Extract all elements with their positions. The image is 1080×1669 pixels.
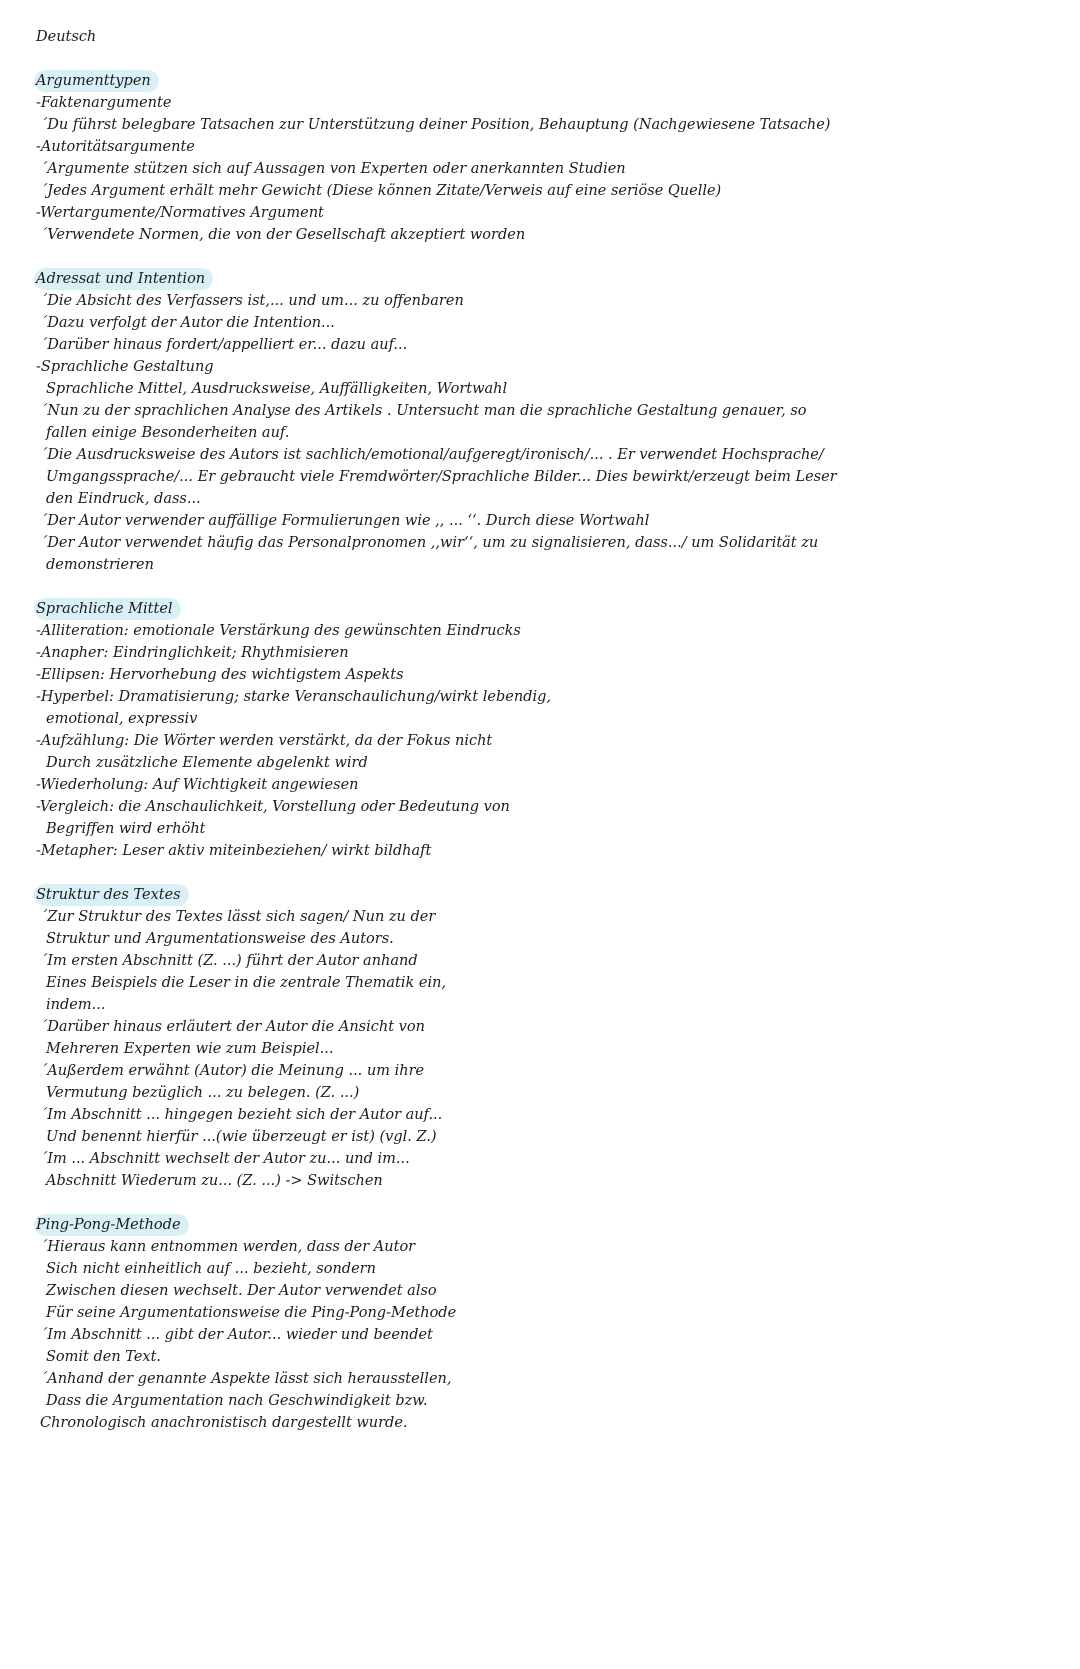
text-line: Chronologisch anachronistisch dargestellt wurde. (40, 1415, 408, 1431)
section-adressat-und-intention (36, 268, 1046, 576)
text-line: Eines Beispiels die Leser in die zentrale Thematik ein, (46, 975, 447, 991)
text-line: Sich nicht einheitlich auf ... bezieht, sondern (46, 1261, 376, 1277)
text-line: -Metapher: Leser aktiv miteinbeziehen/ wirkt bildhaft (36, 843, 432, 859)
text-line: ´Außerdem erwähnt (Autor) die Meinung ... um ihre (40, 1063, 425, 1079)
text-line: ´Darüber hinaus erläutert der Autor die Ansicht von (40, 1019, 425, 1035)
text-line: -Ellipsen: Hervorhebung des wichtigstem Aspekts (36, 667, 404, 683)
text-line: Sprachliche Mittel, Ausdrucksweise, Auffälligkeiten, Wortwahl (46, 381, 508, 397)
text-line: -Alliteration: emotionale Verstärkung des gewünschten Eindrucks (36, 623, 521, 639)
text-line: Durch zusätzliche Elemente abgelenkt wird (46, 755, 368, 771)
text-line: Mehreren Experten wie zum Beispiel... (46, 1041, 334, 1057)
text-line: -Wertargumente/Normatives Argument (36, 205, 324, 221)
text-line: ´Im ... Abschnitt wechselt der Autor zu... und im... (40, 1151, 410, 1167)
text-line: ´Im ersten Abschnitt (Z. ...) führt der Autor anhand (40, 953, 418, 969)
text-line: -Aufzählung: Die Wörter werden verstärkt, da der Fokus nicht (36, 733, 493, 749)
text-line: ´Die Absicht des Verfassers ist,... und um... zu offenbaren (40, 293, 464, 309)
text-line: Dass die Argumentation nach Geschwindigkeit bzw. (46, 1393, 428, 1409)
text-line: ´Darüber hinaus fordert/appelliert er... dazu auf... (40, 337, 408, 353)
text-line: -Wiederholung: Auf Wichtigkeit angewiesen (36, 777, 359, 793)
text-line: -Hyperbel: Dramatisierung; starke Veranschaulichung/wirkt lebendig, (36, 689, 551, 705)
text-line: -Vergleich: die Anschaulichkeit, Vorstellung oder Bedeutung von (36, 799, 510, 815)
text-line: ´Der Autor verwendet häufig das Personalpronomen ,,wir‘‘, um zu signalisieren, dass.../ um Solidarität zu (40, 535, 819, 551)
text-line: fallen einige Besonderheiten auf. (46, 425, 290, 441)
text-line: -Anapher: Eindringlichkeit; Rhythmisieren (36, 645, 349, 661)
text-line: ´Verwendete Normen, die von der Gesellschaft akzeptiert worden (40, 227, 526, 243)
text-line: -Sprachliche Gestaltung (36, 359, 214, 375)
text-line: ´Zur Struktur des Textes lässt sich sagen/ Nun zu der (40, 909, 436, 925)
text-line: Vermutung bezüglich ... zu belegen. (Z. ...) (46, 1085, 360, 1101)
text-line: ´Der Autor verwender auffällige Formulierungen wie ,, ... ‘‘. Durch diese Wortwahl (40, 513, 650, 529)
text-line: indem... (46, 997, 106, 1013)
text-line: ´Dazu verfolgt der Autor die Intention... (40, 315, 335, 331)
text-line: ´Anhand der genannte Aspekte lässt sich herausstellen, (40, 1371, 452, 1387)
text-line: Abschnitt Wiederum zu... (Z. ...) -> Switschen (46, 1173, 383, 1189)
text-line: Und benennt hierfür ...(wie überzeugt er ist) (vgl. Z.) (46, 1129, 437, 1145)
text-line: ´Im Abschnitt ... hingegen bezieht sich der Autor auf... (40, 1107, 443, 1123)
section-sprachliche-mittel (36, 598, 1046, 862)
text-line: ´Im Abschnitt ... gibt der Autor... wieder und beendet (40, 1327, 433, 1343)
text-line: ´Die Ausdrucksweise des Autors ist sachlich/emotional/aufgeregt/ironisch/... . Er verwendet Hochsprache/ (40, 447, 824, 463)
text-line: Für seine Argumentationsweise die Ping-Pong-Methode (46, 1305, 457, 1321)
section-heading: Argumenttypen (34, 70, 159, 92)
section-heading: Struktur des Textes (34, 884, 189, 906)
text-line: -Autoritätsargumente (36, 139, 195, 155)
text-line: Somit den Text. (46, 1349, 162, 1365)
document-title: Deutsch (36, 29, 97, 45)
section-heading: Sprachliche Mittel (34, 598, 181, 620)
section-heading: Adressat und Intention (34, 268, 213, 290)
text-line: emotional, expressiv (46, 711, 198, 727)
section-ping-pong-methode (36, 1214, 1046, 1434)
text-line: Umgangssprache/... Er gebraucht viele Fremdwörter/Sprachliche Bilder... Dies bewirkt/erzeugt beim Leser (46, 469, 837, 485)
section-argumenttypen (36, 70, 1046, 246)
text-line: ´Hieraus kann entnommen werden, dass der Autor (40, 1239, 416, 1255)
text-line: Begriffen wird erhöht (46, 821, 206, 837)
text-line: demonstrieren (46, 557, 154, 573)
text-line: Struktur und Argumentationsweise des Autors. (46, 931, 394, 947)
text-line: ´Jedes Argument erhält mehr Gewicht (Diese können Zitate/Verweis auf eine seriöse Quelle) (40, 183, 722, 199)
section-heading: Ping-Pong-Methode (34, 1214, 189, 1236)
document-page (36, 26, 1046, 1456)
text-line: den Eindruck, dass... (46, 491, 201, 507)
section-struktur-des-textes (36, 884, 1046, 1192)
text-line: ´Du führst belegbare Tatsachen zur Unterstützung deiner Position, Behauptung (Nachgewiesene Tatsache) (40, 117, 831, 133)
text-line: ´Argumente stützen sich auf Aussagen von Experten oder anerkannten Studien (40, 161, 626, 177)
text-line: Zwischen diesen wechselt. Der Autor verwendet also (46, 1283, 437, 1299)
text-line: ´Nun zu der sprachlichen Analyse des Artikels . Untersucht man die sprachliche Gestaltung genauer, so (40, 403, 807, 419)
text-line: -Faktenargumente (36, 95, 172, 111)
